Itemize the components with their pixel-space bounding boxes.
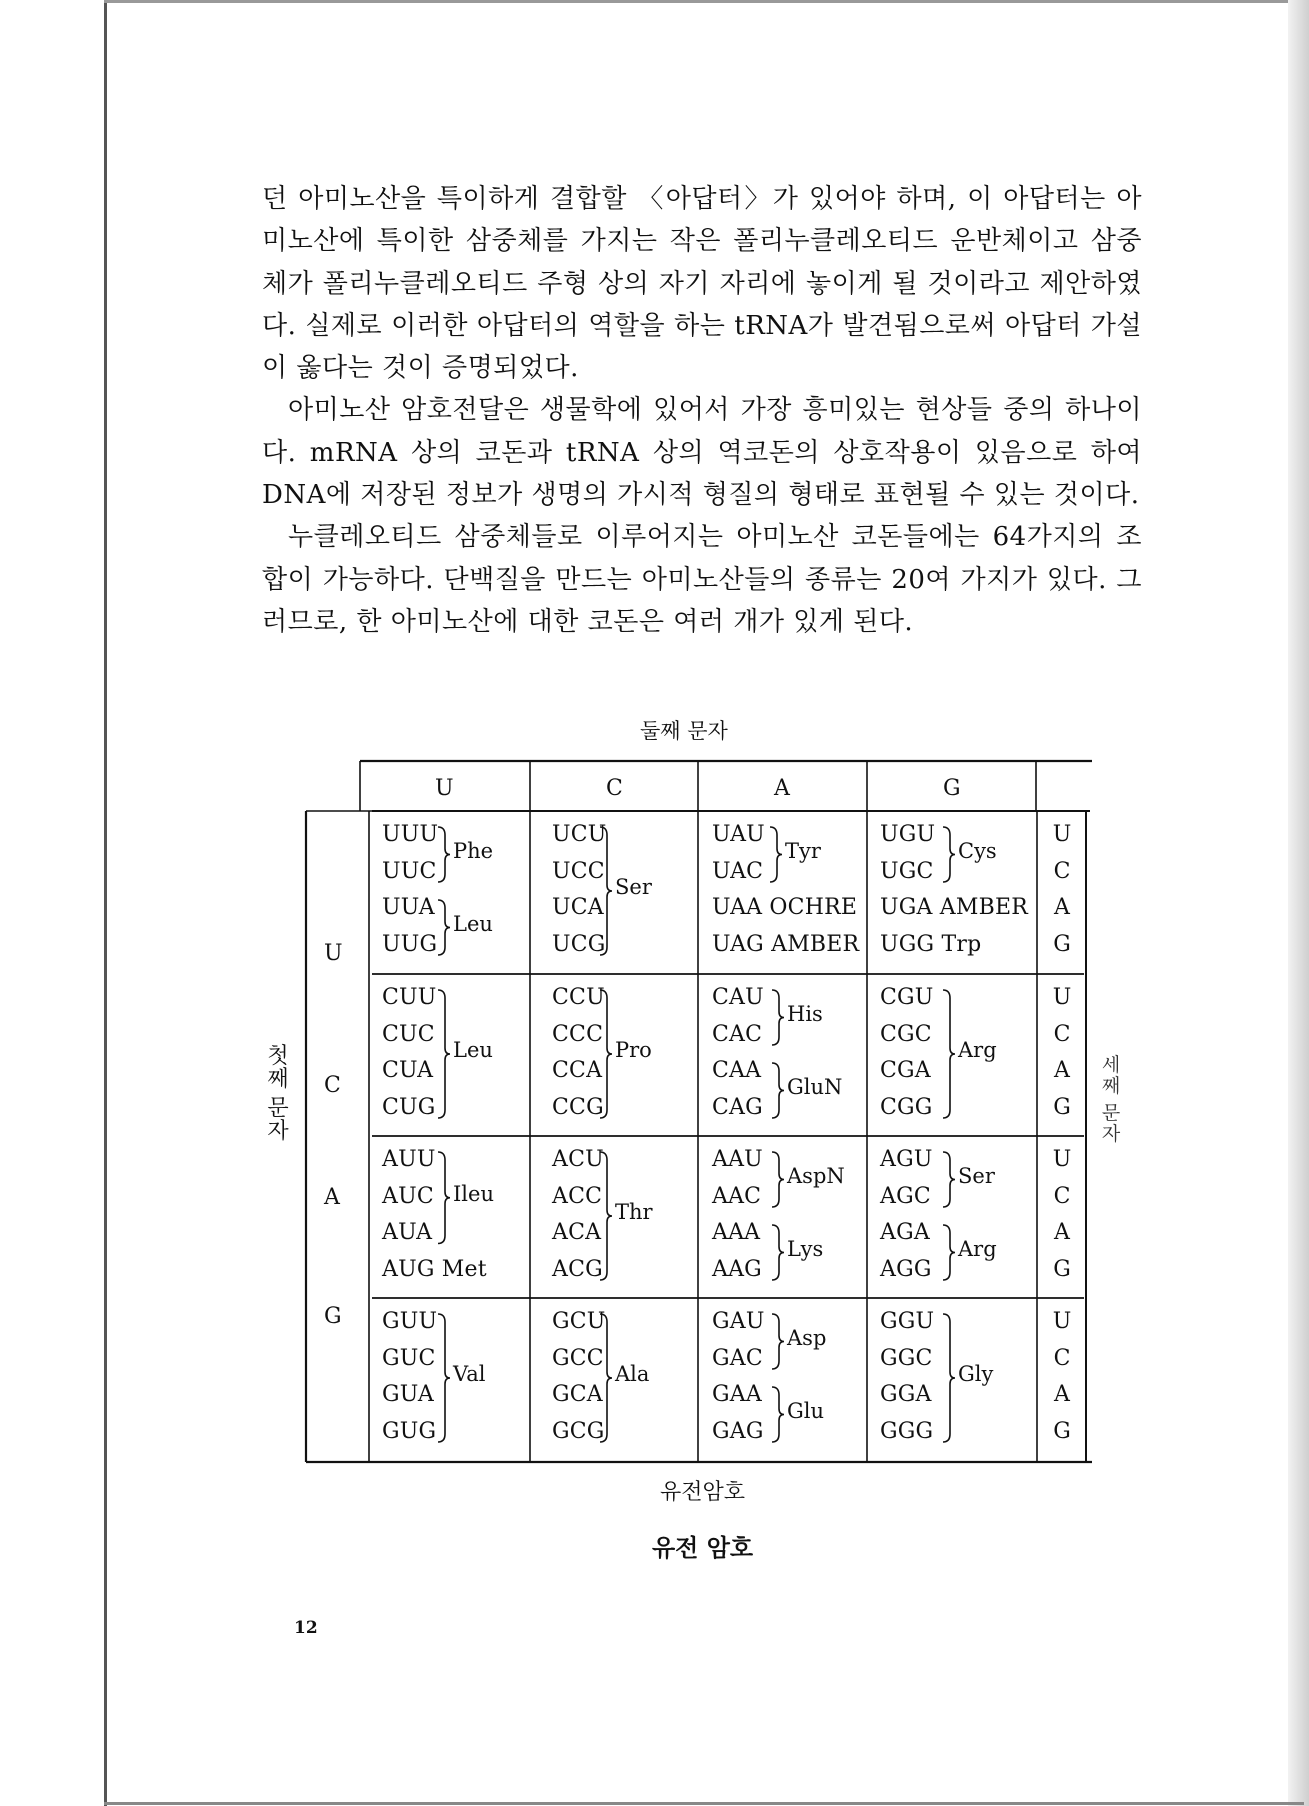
brace-icon [943,1314,955,1442]
codon-cell [552,817,607,963]
paragraph: 누클레오티드 삼중체들로 이루어지는 아미노산 코돈들에는 64가지의 조합이 가능하다. 단백질을 만드는 아미노산들의 종류는 20여 가지가 있다. 그러므로, 한 아미노산에 대한 코돈은 여러 개가 있게 된다. [262,522,1142,637]
third-letter: C [1053,1345,1071,1371]
codon: UGA AMBER [880,895,1029,920]
codon: CCG [552,1094,604,1120]
codon: CCC [552,1021,604,1047]
codon: ACG [552,1256,603,1282]
codon: CAA [712,1058,762,1083]
amino-acid-label: Arg [958,1236,997,1261]
codon: GUA [382,1382,434,1407]
third-letter-label-char: 문 [1101,1102,1121,1124]
codon: AUA [382,1220,433,1245]
codon: CAC [712,1021,763,1047]
codon: GGG [880,1418,934,1444]
codon-cell [382,1304,437,1450]
third-letter: G [1053,1418,1071,1444]
codon-cell [880,1304,934,1450]
amino-acid-label: GluN [787,1074,843,1099]
codon: ACA [552,1220,602,1245]
codon-cell [880,1142,933,1288]
third-letter: C [1053,1021,1071,1047]
amino-acid-label: AspN [787,1163,845,1188]
codon: CAG [712,1094,763,1120]
third-letter: G [1053,931,1071,957]
third-letter-column [1050,980,1074,1126]
third-letter: C [1053,858,1071,884]
third-letter: G [1053,1094,1071,1120]
third-letter: A [1054,895,1070,920]
brace-icon [772,1225,784,1280]
amino-acid-label: Asp [787,1325,827,1350]
codon: UAC [712,858,764,884]
first-letter-label-char: 첫 [267,1044,289,1069]
figure-caption: 유전 암호 [652,1534,754,1562]
amino-acid-label: Cys [958,838,997,863]
brace-icon [438,900,450,955]
codon: CUA [382,1058,434,1083]
codon-cell [712,980,764,1126]
codon: CUC [382,1021,435,1047]
column-header: A [774,776,790,801]
codon-cell [712,1304,765,1450]
amino-acid-label: Ileu [453,1181,494,1206]
codon: UAU [712,822,765,847]
third-letter-column [1050,1142,1074,1288]
codon: GUG [382,1418,437,1444]
paragraph: 던 아미노산을 특이하게 결합할 〈아답터〉가 있어야 하며, 이 아답터는 아미노산에 특이한 삼중체를 가지는 작은 폴리누클레오티드 운반체이고 삼중체가 폴리누클레오티드 주형 상의 자기 자리에 놓이게 될 것이라고 제안하였다. 실제로 이러한 아답터의 역할을 하는 tRNA가 발견됨으로써 아답터 가설이 옳다는 것이 증명되었다. [262,184,1142,384]
codon: GUC [382,1345,436,1371]
codon: CUG [382,1094,436,1120]
codon: GUU [382,1309,438,1334]
row-header: U [324,941,343,966]
third-letter: A [1054,1058,1070,1083]
codon-cell [712,1142,763,1288]
codon: UAG AMBER [712,931,860,957]
codon: CCA [552,1058,603,1083]
third-letter: U [1052,985,1072,1010]
codon: UUG [382,931,438,957]
codon: GCC [552,1345,604,1371]
codon: GAC [712,1345,763,1371]
third-letter: U [1052,1309,1072,1334]
codon-cell [382,817,438,963]
brace-icon [943,1225,955,1280]
row-header: A [324,1185,340,1210]
brace-icon [772,1387,784,1442]
column-header: U [435,776,454,801]
codon-cell [552,1304,606,1450]
codon: AAC [712,1183,762,1209]
third-letter: G [1053,1256,1071,1282]
page-number: 12 [294,1618,318,1638]
codon: AAG [712,1256,762,1282]
amino-acid-label: Lys [787,1236,824,1261]
codon: AGC [880,1183,931,1209]
amino-acid-label: Leu [453,1038,493,1062]
codon: AGG [880,1256,932,1282]
codon: AGA [880,1220,930,1245]
codon: GGC [880,1345,933,1371]
third-letter-column [1050,817,1074,963]
codon: UAA OCHRE [712,895,858,920]
first-letter-label-char: 째 [267,1067,289,1092]
amino-acid-label: Phe [453,838,494,863]
codon: CGA [880,1058,931,1083]
third-letter-label-char: 세 [1101,1054,1121,1076]
amino-acid-label: Glu [787,1398,825,1423]
codon: CGU [880,985,934,1010]
codon: AGU [880,1147,933,1172]
third-letter: C [1053,1183,1071,1209]
codon: GCA [552,1382,603,1407]
column-header: C [606,776,623,801]
codon-cell [880,980,934,1126]
first-letter-label-char: 문 [267,1096,289,1121]
amino-acid-label: His [787,1001,823,1026]
codon-cell [552,980,605,1126]
amino-acid-label: Ala [615,1362,650,1386]
third-letter-label-char: 째 [1101,1075,1121,1097]
brace-icon [772,990,784,1045]
codon: GAG [712,1418,764,1444]
figure-caption-small: 유전암호 [660,1480,746,1505]
third-letter: A [1054,1382,1070,1407]
codon: AUU [382,1147,436,1172]
codon-cell [382,1142,487,1288]
first-letter-label-char: 자 [267,1119,289,1144]
codon: UGU [880,822,936,847]
codon: UUU [382,822,439,847]
amino-acid-label: Gly [958,1362,994,1386]
amino-acid-label: Arg [958,1038,997,1062]
codon: GAA [712,1382,762,1407]
third-letter-column [1050,1304,1074,1450]
codon: CAU [712,985,764,1010]
codon-cell [880,817,1028,963]
codon: ACC [552,1183,603,1209]
amino-acid-label: Thr [615,1200,653,1224]
codon: GCU [552,1309,606,1334]
amino-acid-label: Ser [958,1163,995,1188]
codon: UGG Trp [880,931,982,957]
amino-acid-label: Val [453,1362,486,1386]
codon: UCG [552,931,606,957]
codon-cell [382,980,437,1126]
third-letter: U [1052,822,1072,847]
third-letter-label-char: 자 [1101,1123,1121,1145]
codon: CCU [552,985,605,1010]
third-letter: A [1054,1220,1070,1245]
codon: GAU [712,1309,765,1334]
brace-icon [438,1314,450,1442]
paragraph: 아미노산 암호전달은 생물학에 있어서 가장 흥미있는 현상들 중의 하나이다. mRNA 상의 코돈과 tRNA 상의 역코돈의 상호작용이 있음으로 하여 DNA에 저장된 정보가 생명의 가시적 형질의 형태로 표현될 수 있는 것이다. [262,395,1142,511]
brace-icon [772,1314,784,1369]
codon: CUU [382,985,437,1010]
amino-acid-label: Tyr [785,838,821,863]
codon: UUC [382,858,437,884]
amino-acid-label: Leu [453,911,493,936]
codon-cell [552,1142,604,1288]
codon: GCG [552,1418,605,1444]
codon: AUC [382,1183,434,1209]
codon: GGA [880,1382,932,1407]
third-letter: U [1052,1147,1072,1172]
row-header: G [324,1304,342,1329]
amino-acid-label: Pro [615,1038,652,1062]
column-header: G [943,776,961,801]
codon: AUG Met [382,1256,487,1282]
codon: UUA [382,895,435,920]
brace-icon [772,1152,784,1207]
second-letter-label: 둘째 문자 [640,719,728,743]
brace-icon [943,1152,955,1207]
codon: UCA [552,895,604,920]
row-header: C [324,1073,341,1098]
codon: UGC [880,858,934,884]
codon: CGG [880,1094,933,1120]
codon: AAA [712,1220,761,1245]
codon: ACU [552,1147,604,1172]
codon: UCU [552,822,607,847]
codon: UCC [552,858,605,884]
codon: AAU [712,1147,763,1172]
brace-icon [772,1063,784,1118]
codon: CGC [880,1021,932,1047]
brace-icon [438,990,450,1118]
amino-acid-label: Ser [615,875,652,899]
codon: GGU [880,1309,935,1334]
brace-icon [943,990,955,1118]
brace-icon [438,827,450,882]
